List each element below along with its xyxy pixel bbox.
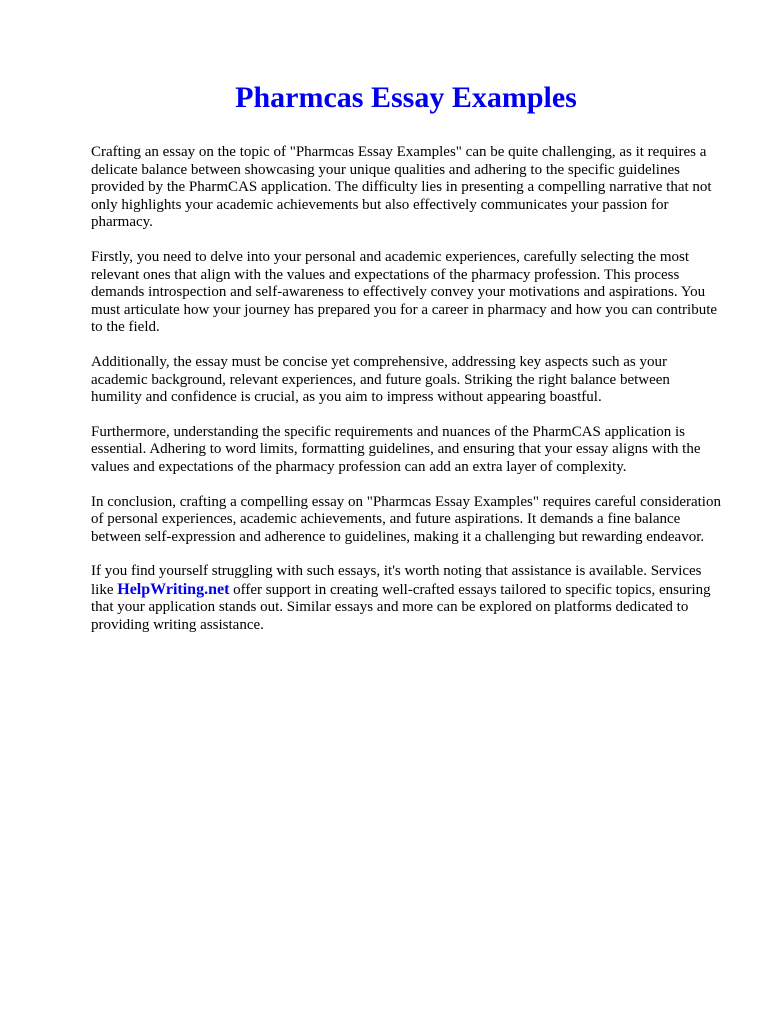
essay-body	[91, 144, 721, 652]
paragraph-conciseness: Additionally, the essay must be concise yet comprehensive, addressing key aspects such as your academic background, relevant experiences, and future goals. Striking the right balance between humility and confidence is crucial, as you aim to impress without appearing boastful.	[91, 353, 670, 406]
paragraph-assistance	[91, 563, 721, 634]
helpwriting-link[interactable]: HelpWriting.net	[117, 580, 230, 598]
paragraph-conclusion: In conclusion, crafting a compelling essay on "Pharmcas Essay Examples" requires careful consideration of personal experiences, academic achievements, and future aspirations. It demands a fine balance between self-expression and adherence to guidelines, making it a challenging but rewarding endeavor.	[91, 493, 721, 545]
assistance-text-after: offer support in creating well-crafted essays tailored to specific topics, ensuring that your application stands out. Similar essays and more can be explored on platforms dedicated to providing writing assistance.	[91, 581, 711, 634]
paragraph-experiences: Firstly, you need to delve into your personal and academic experiences, carefully selecting the most relevant ones that align with the values and expectations of the pharmacy profession. This process demands introspection and self-awareness to effectively convey your motivations and aspirations. You must articulate how your journey has prepared you for a career in pharmacy and how you can contribute to the field.	[91, 248, 718, 336]
assistance-text-before: If you find yourself struggling with such essays, it's worth noting that assistance is available. Services like	[91, 563, 702, 598]
page-title: Pharmcas Essay Examples	[235, 81, 577, 114]
paragraph-requirements: Furthermore, understanding the specific requirements and nuances of the PharmCAS application is essential. Adhering to word limits, formatting guidelines, and ensuring that your essay aligns with the values and expectations of the pharmacy profession can add an extra layer of complexity.	[91, 423, 701, 475]
paragraph-intro: Crafting an essay on the topic of "Pharmcas Essay Examples" can be quite challenging, as it requires a delicate balance between showcasing your unique qualities and adhering to the specific guidelines provided by the PharmCAS application. The difficulty lies in presenting a compelling narrative that not only highlights your academic achievements but also effectively communicates your passion for pharmacy.	[91, 144, 712, 231]
